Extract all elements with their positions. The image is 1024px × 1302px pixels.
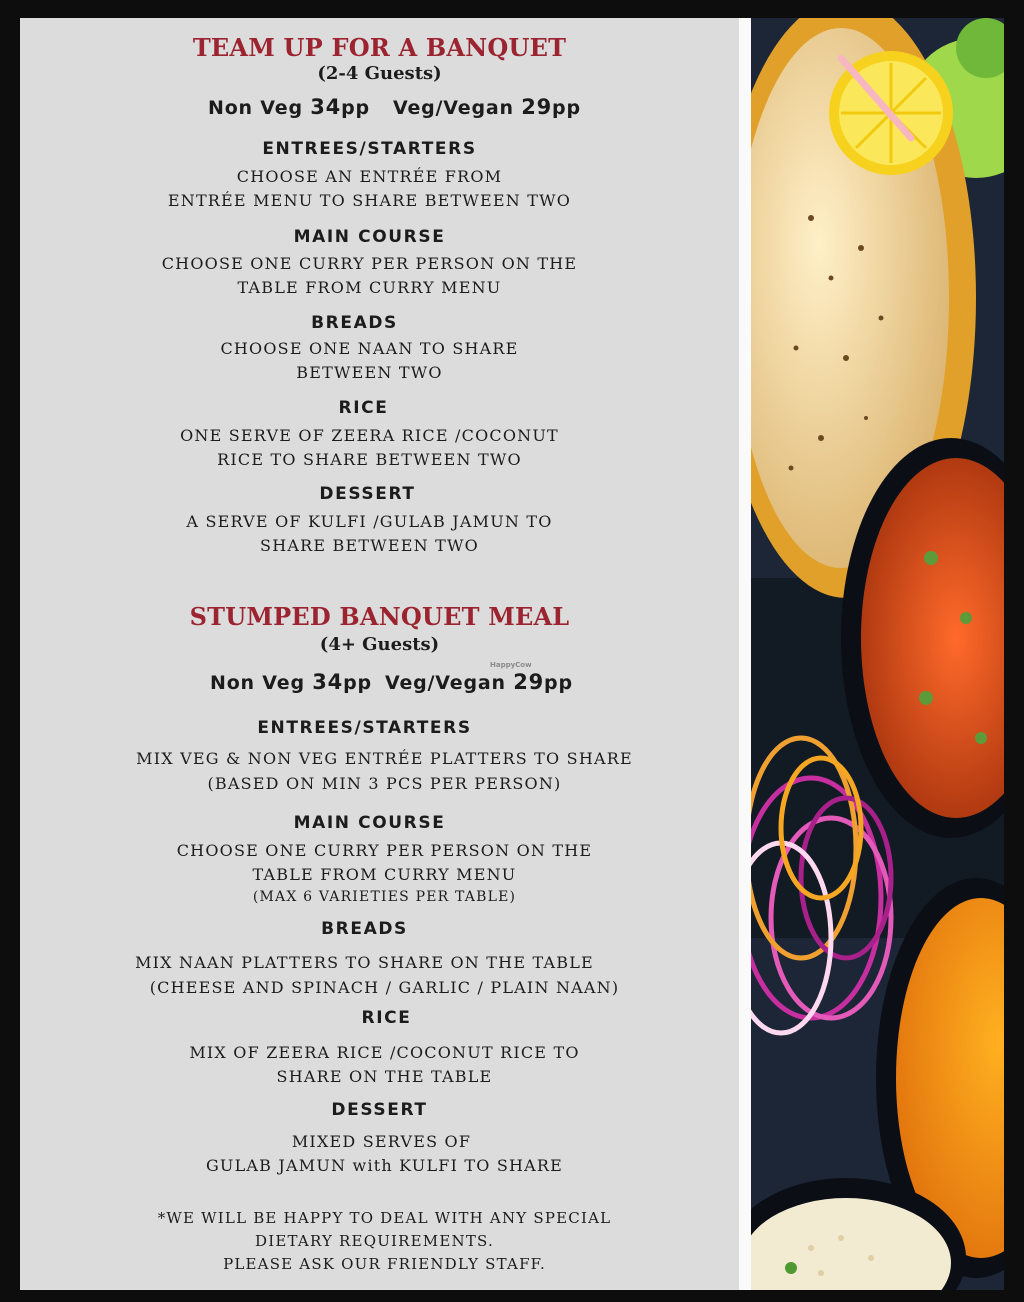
- price-label: Non Veg: [208, 97, 311, 119]
- section-heading: MAIN COURSE: [293, 813, 446, 833]
- section-line: MIXED SERVES OF: [291, 1132, 472, 1151]
- section-heading: DESSERT: [319, 484, 416, 504]
- section-heading: RICE: [338, 398, 389, 418]
- price-unit: pp: [544, 672, 573, 694]
- banquet-title: TEAM UP FOR A BANQUET: [192, 33, 567, 62]
- price-unit: pp: [552, 97, 581, 119]
- footer-note: *WE WILL BE HAPPY TO DEAL WITH ANY SPECIAL: [157, 1209, 612, 1227]
- section-heading: DESSERT: [331, 1100, 428, 1120]
- veg-price: [385, 670, 573, 694]
- food-photo-illustration: [751, 18, 1004, 1290]
- nonveg-price: [210, 670, 372, 694]
- happycow-watermark: HappyCow: [490, 661, 532, 669]
- section-heading: ENTREES/STARTERS: [257, 718, 472, 738]
- price-value: 29: [521, 95, 553, 119]
- section-line: CHOOSE ONE CURRY PER PERSON ON THE: [161, 254, 578, 273]
- section-line: (CHEESE AND SPINACH / GARLIC / PLAIN NAAN): [149, 978, 620, 997]
- banquet-title: STUMPED BANQUET MEAL: [189, 602, 570, 631]
- section-line: BETWEEN TWO: [296, 363, 443, 382]
- section-line: A SERVE OF KULFI /GULAB JAMUN TO: [186, 512, 553, 531]
- section-heading: ENTREES/STARTERS: [262, 139, 477, 159]
- panel-divider: [739, 18, 751, 1290]
- price-value: 34: [310, 95, 342, 119]
- section-line: ENTRÉE MENU TO SHARE BETWEEN TWO: [167, 191, 572, 210]
- footer-note: PLEASE ASK OUR FRIENDLY STAFF.: [223, 1255, 546, 1273]
- veg-price: [393, 95, 581, 119]
- food-photo: [751, 18, 1004, 1290]
- nonveg-price: [208, 95, 370, 119]
- section-line: CHOOSE AN ENTRÉE FROM: [236, 167, 503, 186]
- section-line: GULAB JAMUN with KULFI TO SHARE: [205, 1156, 564, 1175]
- section-heading: MAIN COURSE: [293, 227, 446, 247]
- menu-panel: [20, 18, 739, 1290]
- section-line: ONE SERVE OF ZEERA RICE /COCONUT: [180, 426, 559, 445]
- section-heading: BREADS: [311, 313, 398, 333]
- price-unit: pp: [343, 672, 372, 694]
- price-unit: pp: [341, 97, 370, 119]
- section-line: (BASED ON MIN 3 PCS PER PERSON): [207, 774, 562, 793]
- section-line: SHARE BETWEEN TWO: [260, 536, 479, 555]
- section-line: MIX OF ZEERA RICE /COCONUT RICE TO: [189, 1043, 580, 1062]
- section-line: MIX NAAN PLATTERS TO SHARE ON THE TABLE: [135, 953, 594, 972]
- section-line: CHOOSE ONE NAAN TO SHARE: [220, 339, 519, 358]
- section-heading: RICE: [361, 1008, 412, 1028]
- footer-note: DIETARY REQUIREMENTS.: [255, 1232, 494, 1250]
- section-heading: BREADS: [321, 919, 408, 939]
- section-line: TABLE FROM CURRY MENU: [252, 865, 517, 884]
- price-label: Veg/Vegan: [393, 97, 522, 119]
- price-value: 34: [312, 670, 344, 694]
- guest-count: (2-4 Guests): [317, 63, 442, 84]
- section-line: CHOOSE ONE CURRY PER PERSON ON THE: [176, 841, 593, 860]
- section-line: MIX VEG & NON VEG ENTRÉE PLATTERS TO SHARE: [136, 749, 633, 768]
- section-line: RICE TO SHARE BETWEEN TWO: [217, 450, 522, 469]
- guest-count: (4+ Guests): [319, 634, 440, 655]
- section-line: TABLE FROM CURRY MENU: [237, 278, 502, 297]
- section-line: SHARE ON THE TABLE: [276, 1067, 493, 1086]
- price-label: Non Veg: [210, 672, 313, 694]
- section-line: (MAX 6 VARIETIES PER TABLE): [252, 889, 517, 905]
- price-value: 29: [513, 670, 545, 694]
- price-label: Veg/Vegan: [385, 672, 514, 694]
